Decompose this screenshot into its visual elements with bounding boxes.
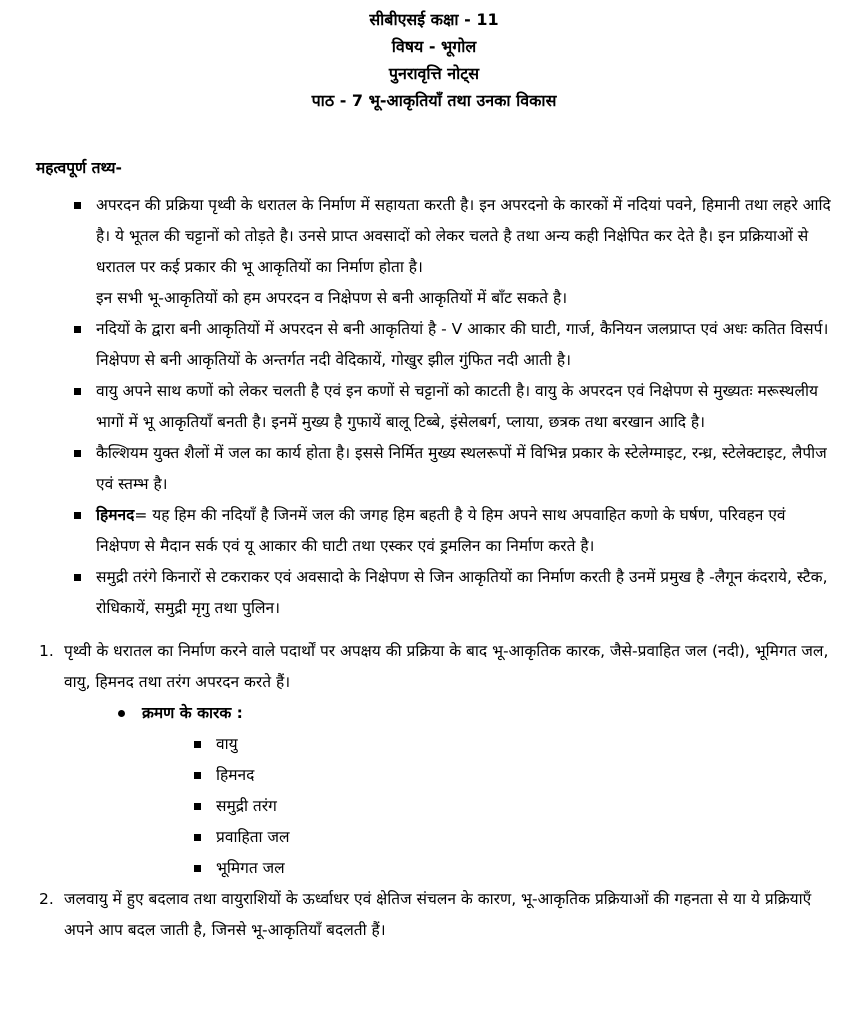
fact-note: इन सभी भू-आकृतियों को हम अपरदन व निक्षेपण से बनी आकृतियों में बाँट सकते है। bbox=[96, 289, 568, 307]
agent-item: समुद्री तरंग bbox=[216, 791, 834, 822]
subject-title: विषय - भूगोल bbox=[391, 37, 477, 56]
numbered-list bbox=[34, 636, 834, 946]
fact-text: = यह हिम की नदियाँ है जिनमें जल की जगह हिम बहती है ये हिम अपने साथ अपवाहित कणो के घर्षण, परिवहन एवं निक्षेपण से मैदान सर्क एवं यू आकार की घाटी तथा एस्कर एवं ड्रमलिन का निर्माण करते है। bbox=[96, 506, 786, 555]
agents-heading: क्रमण के कारक : bbox=[142, 698, 834, 729]
agent-item: हिमनद bbox=[216, 760, 834, 791]
agents-list bbox=[64, 729, 834, 884]
fact-item-waves bbox=[96, 562, 834, 624]
numbered-item-1 bbox=[34, 636, 834, 884]
document-header bbox=[34, 6, 834, 114]
section-heading: महत्वपूर्ण तथ्य- bbox=[36, 159, 122, 177]
item-text: जलवायु में हुए बदलाव तथा वायुराशियों के ऊर्ध्वाधर एवं क्षेतिज संचलन के कारण, भू-आकृतिक प्रक्रियाओं की गहनता से या ये प्रक्रियाएँ अपने आप बदल जाती है, जिनसे भू-आकृतियाँ बदलती हैं। bbox=[64, 890, 812, 939]
item-text: पृथ्वी के धरातल का निर्माण करने वाले पदार्थों पर अपक्षय की प्रक्रिया के बाद भू-आकृतिक कारक, जैसे-प्रवाहित जल (नदी), भूमिगत जल, वायु, हिमनद तथा तरंग अपरदन करते हैं। bbox=[64, 642, 829, 691]
fact-text: अपरदन की प्रक्रिया पृथ्वी के धरातल के निर्माण में सहायता करती है। इन अपरदनो के कारकों में नदियां पवने, हिमानी तथा लहरे आदि है। ये भूतल की चट्टानों को तोड़ते है। उनसे प्राप्त अवसादों को लेकर चलते है तथा अन्य कही निक्षेपित कर देते है। इन प्रक्रियाओं से धरातल पर कई प्रकार की भू आकृतियों का निर्माण होता है। bbox=[96, 196, 831, 276]
chapter-title: पाठ - 7 भू-आकृतियाँ तथा उनका विकास bbox=[311, 91, 557, 110]
fact-text: नदियों के द्वारा बनी आकृतियों में अपरदन से बनी आकृतियां है - V आकार की घाटी, गार्ज, कैनियन जलप्राप्त एवं अधः कतित विसर्प। निक्षेपण से बनी आकृतियों के अन्तर्गत नदी वेदिकायें, गोखुर झील गुंफित नदी आती है। bbox=[96, 320, 829, 369]
notes-title: पुनरावृत्ति नोट्स bbox=[388, 64, 480, 83]
facts-list bbox=[34, 190, 834, 624]
agent-item: भूमिगत जल bbox=[216, 853, 834, 884]
fact-item-erosion bbox=[96, 190, 834, 314]
item-number: 2. bbox=[39, 890, 54, 908]
fact-item-glacier bbox=[96, 500, 834, 562]
fact-text: कैल्शियम युक्त शैलों में जल का कार्य होता है। इससे निर्मित मुख्य स्थलरूपों में विभिन्न प्रकार के स्टेलेग्माइट, रन्ध्र, स्टेलेक्टाइट, लैपीज एवं स्तम्भ है। bbox=[96, 444, 827, 493]
item-number: 1. bbox=[39, 642, 54, 660]
fact-item-wind bbox=[96, 376, 834, 438]
agent-item: वायु bbox=[216, 729, 834, 760]
numbered-item-2 bbox=[34, 884, 834, 946]
glacier-term: हिमनद bbox=[96, 506, 135, 524]
fact-text: समुद्री तरंगे किनारों से टकराकर एवं अवसादो के निक्षेपण से जिन आकृतियों का निर्माण करती है उनमें प्रमुख है -लैगून कंदराये, स्टैक, रोधिकायें, समुद्री मृगु तथा पुलिन। bbox=[96, 568, 828, 617]
agent-item: प्रवाहिता जल bbox=[216, 822, 834, 853]
fact-text: वायु अपने साथ कणों को लेकर चलती है एवं इन कणों से चट्टानों को काटती है। वायु के अपरदन एवं निक्षेपण से मुख्यतः मरूस्थलीय भागों में भू आकृतियाँ बनती है। इनमें मुख्य है गुफायें बालू टिब्बे, इंसेलबर्ग, प्लाया, छत्रक तथा बरखान आदि है। bbox=[96, 382, 818, 431]
fact-item-rivers bbox=[96, 314, 834, 376]
fact-item-groundwater bbox=[96, 438, 834, 500]
class-title: सीबीएसई कक्षा - 11 bbox=[369, 10, 499, 29]
